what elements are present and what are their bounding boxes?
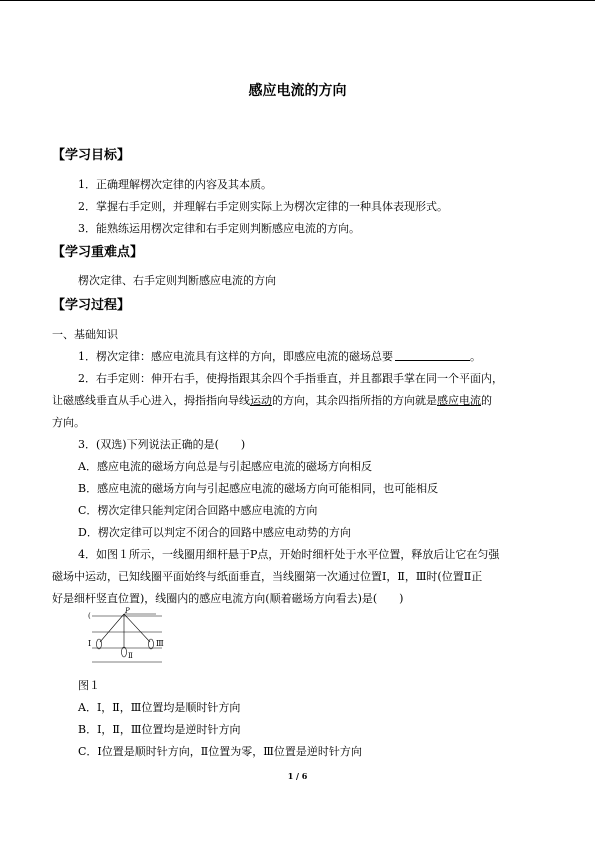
q4-option-c: C．Ⅰ位置是顺时针方向，Ⅱ位置为零，Ⅲ位置是逆时针方向 — [78, 745, 362, 758]
figure-label-b: ( — [88, 612, 91, 620]
q3-option-c: C．楞次定律只能判定闭合回路中感应电流的方向 — [78, 504, 318, 517]
answer-blank[interactable] — [395, 350, 470, 361]
q3-option-d: D．楞次定律可以判定不闭合的回路中感应电动势的方向 — [78, 526, 351, 539]
q3-option-b: B．感应电流的磁场方向与引起感应电流的磁场方向可能相同，也可能相反 — [78, 482, 439, 495]
q2-underline-motion: 运动 — [250, 394, 272, 407]
goal-item-1: 1．正确理解楞次定律的内容及其本质。 — [78, 178, 272, 191]
page-number: 1 / 6 — [287, 771, 308, 781]
top-border — [0, 0, 595, 1]
q2-underline-current: 感应电流 — [437, 394, 481, 407]
question-4-line-3: 好是细杆竖直位置)，线圈内的感应电流方向(顺着磁场方向看去)是( ) — [52, 592, 404, 605]
key-points-text: 楞次定律、右手定则判断感应电流的方向 — [78, 274, 276, 287]
figure-label-2: Ⅱ — [128, 652, 133, 660]
goal-item-3: 3．能熟练运用楞次定律和右手定则判断感应电流的方向。 — [78, 222, 360, 235]
figure-label-p: P — [125, 607, 130, 615]
figure-1-diagram — [86, 606, 166, 668]
question-1-end: 。 — [470, 350, 481, 363]
q2-part-c: 的 — [481, 394, 492, 407]
question-4-line-2: 磁场中运动，已知线圈平面始终与纸面垂直，当线圈第一次通过位置Ⅰ，Ⅱ，Ⅲ时(位置Ⅱ正 — [52, 570, 483, 583]
question-1-text: 1．楞次定律：感应电流具有这样的方向，即感应电流的磁场总要 — [78, 350, 393, 363]
q2-part-a: 让磁感线垂直从手心进入，拇指指向导线 — [52, 394, 250, 407]
figure-label-1: Ⅰ — [88, 639, 92, 648]
question-4-line-1: 4．如图１所示，一线圈用细杆悬于P点，开始时细杆处于水平位置，释放后让它在匀强 — [78, 548, 500, 561]
question-2-line-2 — [52, 392, 492, 408]
question-2-line-3: 方向。 — [52, 416, 85, 429]
question-2-line-1: 2．右手定则：伸开右手，使拇指跟其余四个手指垂直，并且都跟手掌在同一个平面内， — [78, 372, 503, 385]
section-key-points: 【学习重难点】 — [52, 245, 144, 260]
figure-caption: 图１ — [78, 679, 100, 692]
question-3: 3．(双选)下列说法正确的是( ) — [78, 438, 246, 451]
section-process: 【学习过程】 — [52, 298, 131, 313]
figure-label-3: Ⅲ — [156, 639, 164, 648]
goal-item-2: 2．掌握右手定则，并理解右手定则实际上为楞次定律的一种具体表现形式。 — [78, 200, 448, 213]
q2-part-b: 的方向，其余四指所指的方向就是 — [272, 394, 437, 407]
q4-option-a: A．Ⅰ，Ⅱ，Ⅲ位置均是顺时针方向 — [78, 701, 241, 714]
basics-heading: 一、基础知识 — [52, 328, 118, 341]
question-1 — [78, 348, 481, 364]
section-goals: 【学习目标】 — [52, 148, 131, 163]
q4-option-b: B．Ⅰ，Ⅱ，Ⅲ位置均是逆时针方向 — [78, 723, 241, 736]
page-title: 感应电流的方向 — [248, 83, 347, 99]
q3-option-a: A．感应电流的磁场方向总是与引起感应电流的磁场方向相反 — [78, 460, 372, 473]
